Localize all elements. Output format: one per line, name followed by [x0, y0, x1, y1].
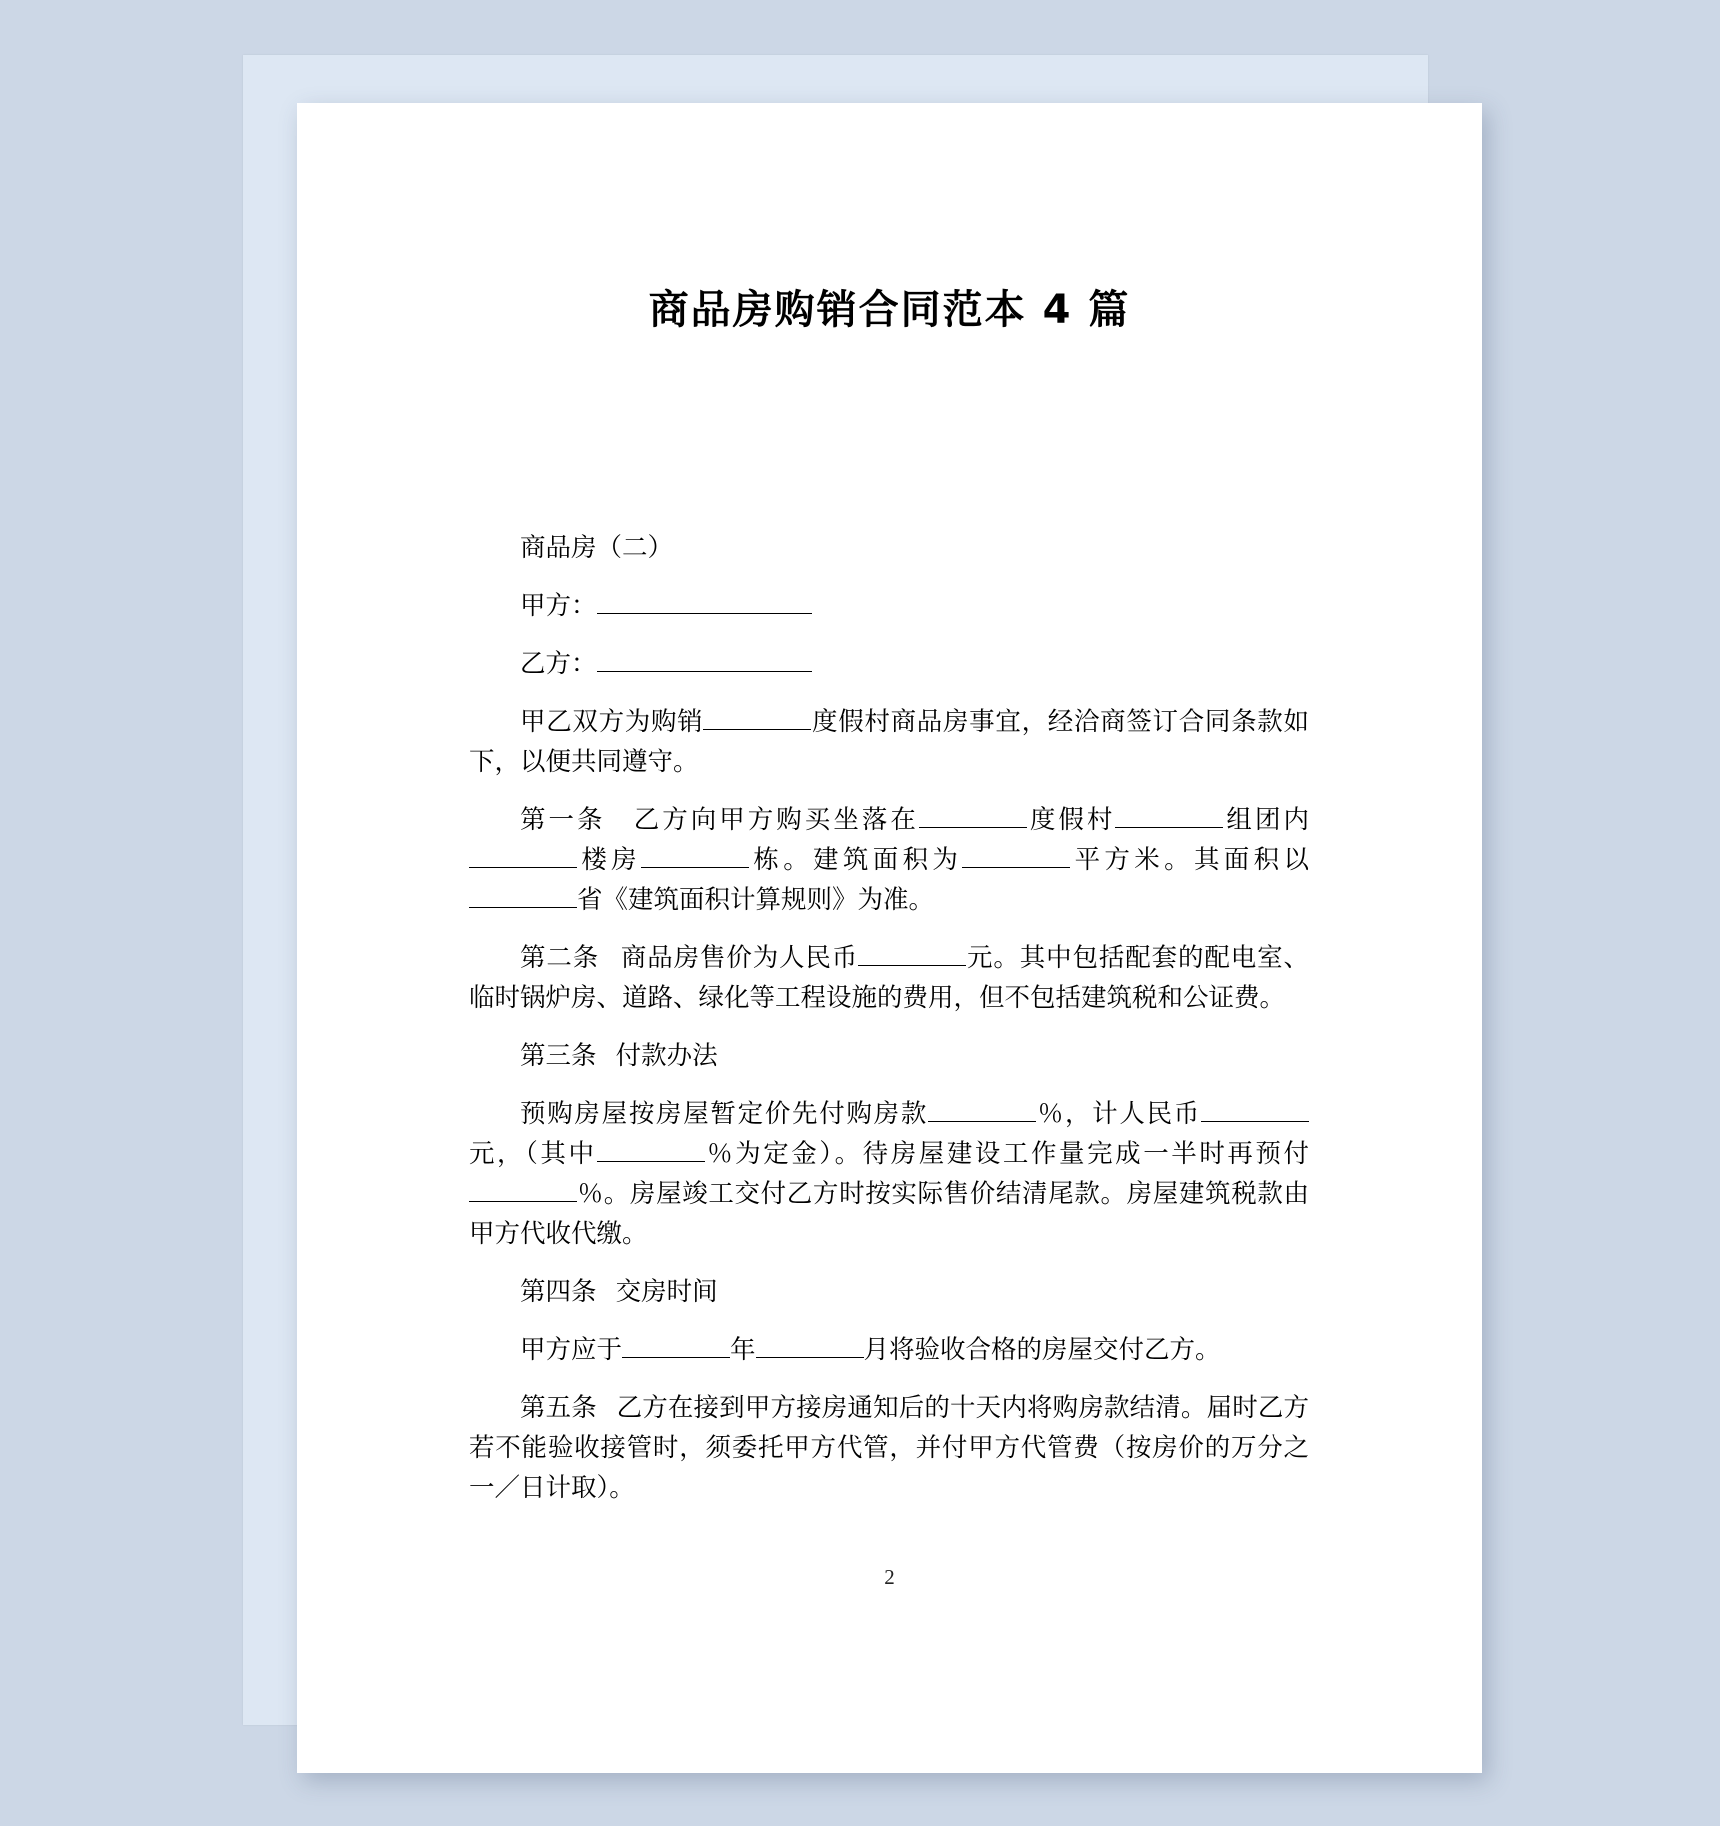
- article-3-blank-1[interactable]: [928, 1096, 1036, 1123]
- article-2-paragraph: [469, 938, 1309, 1018]
- article-3-text-2: ％，计人民币: [1036, 1099, 1201, 1128]
- article-4-label: 第四条: [520, 1277, 597, 1306]
- article-2-label: 第二条: [520, 943, 600, 972]
- intro-text-1: 甲乙双方为购销: [520, 707, 704, 736]
- article-1-text-3: 组团内: [1223, 805, 1309, 834]
- article-3-text-4: ％为定金）。待房屋建设工作量完成一半时再预付: [704, 1139, 1309, 1168]
- intro-text-2: 度假村商品房事宜，经洽商签订合同条款如下，以便共同遵守。: [469, 707, 1309, 776]
- page-title: 商品房购销合同范本 4 篇: [648, 287, 1131, 333]
- section-heading: 商品房（二）: [520, 533, 674, 562]
- article-5-text-1: 乙方在接到甲方接房通知后的十天内将购房款结清。届时乙方若不能验收接管时，须委托甲方代管，并付甲方代管费（按房价的万分之一／日计取）。: [469, 1393, 1309, 1502]
- article-2-blank-1[interactable]: [858, 940, 966, 967]
- document-page-content: [297, 103, 1482, 1773]
- article-3-text-1: 预购房屋按房屋暂定价先付购房款: [520, 1099, 929, 1128]
- article-1-blank-3[interactable]: [469, 842, 577, 869]
- article-1-blank-6[interactable]: [469, 882, 577, 909]
- article-4-blank-2[interactable]: [756, 1332, 864, 1359]
- article-1-label: 第一条: [520, 805, 606, 834]
- article-4-blank-1[interactable]: [622, 1332, 730, 1359]
- document-body: [469, 528, 1309, 1526]
- article-4-text-1: 甲方应于: [520, 1335, 623, 1364]
- article-3-title: 付款办法: [615, 1041, 718, 1070]
- article-3-heading: [469, 1036, 1309, 1076]
- article-1-blank-1[interactable]: [919, 802, 1027, 829]
- article-3-blank-4[interactable]: [469, 1176, 577, 1203]
- article-1-text-2: 度假村: [1026, 805, 1116, 834]
- party-b-line: [469, 644, 1309, 684]
- article-1-paragraph: [469, 800, 1309, 920]
- article-3-paragraph: [469, 1094, 1309, 1254]
- page-number: 2: [884, 1565, 895, 1589]
- article-1-blank-5[interactable]: [962, 842, 1070, 869]
- article-1-text-7: 省《建筑面积计算规则》为准。: [577, 885, 935, 914]
- article-2-text-2: 元。其中包括配套的配电室、临时锅炉房、道路、绿化等工程设施的费用，但不包括建筑税和公证费。: [469, 943, 1309, 1012]
- intro-blank-1[interactable]: [703, 704, 811, 731]
- article-1-text-1: 乙方向甲方购买坐落在: [633, 805, 919, 834]
- intro-paragraph: [469, 702, 1309, 782]
- article-3-blank-2[interactable]: [1201, 1096, 1309, 1123]
- article-3-text-3: 元，（其中: [469, 1139, 597, 1168]
- article-4-paragraph: [469, 1330, 1309, 1370]
- article-4-heading: [469, 1272, 1309, 1312]
- article-5-paragraph: [469, 1388, 1309, 1508]
- article-3-text-5: ％。房屋竣工交付乙方时按实际售价结清尾款。房屋建筑税款由甲方代收代缴。: [469, 1179, 1309, 1248]
- article-1-text-4: 楼房: [577, 845, 642, 874]
- party-b-text: 乙方：: [520, 649, 597, 678]
- article-4-text-3: 月将验收合格的房屋交付乙方。: [863, 1335, 1221, 1364]
- article-3-blank-3[interactable]: [597, 1136, 705, 1163]
- article-3-label: 第三条: [520, 1041, 597, 1070]
- party-a-line: [469, 586, 1309, 626]
- party-a-blank[interactable]: [597, 588, 812, 615]
- article-1-blank-2[interactable]: [1115, 802, 1223, 829]
- party-b-blank[interactable]: [597, 646, 812, 673]
- party-a-text: 甲方：: [520, 591, 597, 620]
- article-1-text-6: 平方米。其面积以: [1070, 845, 1309, 874]
- document-page: [297, 103, 1482, 1773]
- article-1-text-5: 栋。建筑面积为: [749, 845, 963, 874]
- article-5-label: 第五条: [520, 1393, 597, 1422]
- article-1-blank-4[interactable]: [641, 842, 749, 869]
- article-2-text-1: 商品房售价为人民币: [620, 943, 859, 972]
- article-4-text-2: 年: [730, 1335, 756, 1364]
- article-4-title: 交房时间: [615, 1277, 718, 1306]
